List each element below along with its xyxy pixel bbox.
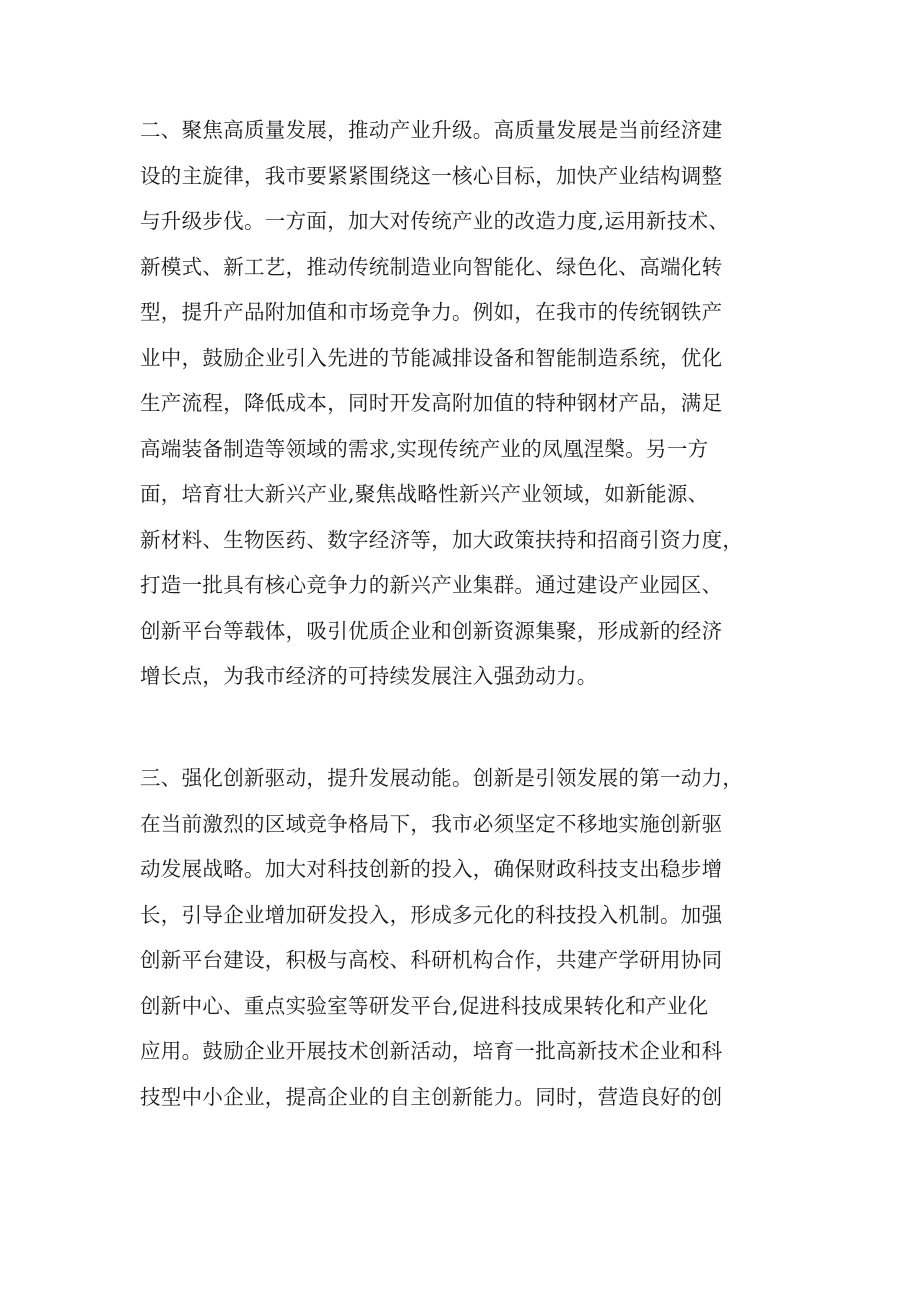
text-line: 长，引导企业增加研发投入，形成多元化的科技投入机制。加强 xyxy=(140,902,723,927)
text-line: 二、聚焦高质量发展，推动产业升级。高质量发展是当前经济建 xyxy=(140,118,723,142)
text-line: 业中，鼓励企业引入先进的节能减排设备和智能制造系统，优化 xyxy=(140,345,723,370)
text-line: 新材料、生物医药、数字经济等，加大政策扶持和招商引资力度， xyxy=(140,527,744,552)
text-line: 面，培育壮大新兴产业,聚焦战略性新兴产业领域，如新能源、 xyxy=(140,482,709,506)
paragraph-industrial-upgrade xyxy=(140,108,800,700)
text-line: 创新平台等载体，吸引优质企业和创新资源集聚，形成新的经济 xyxy=(140,618,723,643)
text-line: 技型中小企业，提高企业的自主创新能力。同时，营造良好的创 xyxy=(140,1084,723,1109)
text-line: 三、强化创新驱动，提升发展动能。创新是引领发展的第一动力， xyxy=(140,766,744,790)
text-line: 创新中心、重点实验室等研发平台,促进科技成果转化和产业化 xyxy=(140,993,709,1018)
text-line: 与升级步伐。一方面，加大对传统产业的改造力度,运用新技术、 xyxy=(140,209,730,233)
text-line: 在当前激烈的区域竞争格局下，我市必须坚定不移地实施创新驱 xyxy=(140,811,723,836)
text-line: 高端装备制造等领域的需求,实现传统产业的凤凰涅槃。另一方 xyxy=(140,436,709,461)
text-line: 新模式、新工艺，推动传统制造业向智能化、绿色化、高端化转 xyxy=(140,254,723,279)
text-line: 增长点，为我市经济的可持续发展注入强劲动力。 xyxy=(140,664,598,688)
text-line: 应用。鼓励企业开展技术创新活动，培育一批高新技术企业和科 xyxy=(140,1039,723,1063)
text-line: 生产流程，降低成本，同时开发高附加值的特种钢材产品，满足 xyxy=(140,391,723,415)
text-line: 打造一批具有核心竞争力的新兴产业集群。通过建设产业园区、 xyxy=(140,573,723,597)
text-line: 创新平台建设，积极与高校、科研机构合作，共建产学研用协同 xyxy=(140,948,723,972)
paragraph-innovation-drive xyxy=(140,756,800,1120)
text-line: 设的主旋律，我市要紧紧围绕这一核心目标，加快产业结构调整 xyxy=(140,163,723,188)
text-line: 型，提升产品附加值和市场竞争力。例如，在我市的传统钢铁产 xyxy=(140,300,723,324)
text-line: 动发展战略。加大对科技创新的投入，确保财政科技支出稳步增 xyxy=(140,857,723,881)
